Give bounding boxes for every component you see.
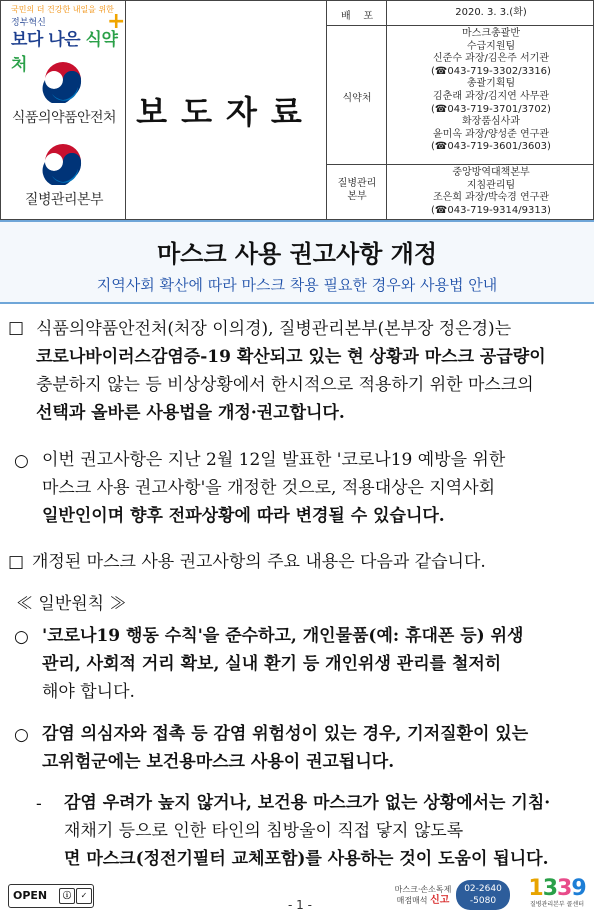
contact-line: 총괄기획팀	[466, 78, 516, 90]
press-release-title: 보도자료	[136, 93, 316, 131]
dash-bullet: -	[36, 794, 42, 814]
kcdc-hotline-logo	[520, 876, 594, 908]
kcdc-contact-list	[388, 167, 594, 217]
headline-banner	[0, 220, 594, 304]
contact-line: 화장품심사과	[462, 116, 520, 128]
contact-line: (☎043-719-3302/3316)	[431, 65, 551, 77]
paragraph-revision-note	[42, 446, 592, 530]
hotline-digit: 3	[542, 876, 557, 901]
press-header-table	[0, 0, 594, 220]
divider	[326, 25, 594, 26]
phone-line: 02-2640	[464, 884, 502, 894]
contact-line: 조은희 과장/박숙경 연구관	[433, 192, 549, 204]
paragraph-high-risk-mask	[42, 720, 592, 776]
slogan-small: 국민의 더 건강한 내일을 위한	[11, 5, 114, 14]
contact-line: 마스크총괄반	[462, 28, 520, 39]
text-line: 관리, 사회적 거리 확보, 실내 환기 등 개인위생 관리를 철저히	[42, 654, 502, 674]
slogan-main-highlight: 식약처	[11, 30, 118, 75]
box-bullet: □	[8, 552, 25, 572]
divider	[326, 1, 327, 219]
phone-line: -5080	[469, 896, 497, 906]
contact-line: (☎043-719-3601/3603)	[431, 141, 551, 153]
mfds-contact-label: 식약처	[342, 93, 372, 104]
distribution-label: 배 포	[340, 11, 374, 22]
text-line: 고위험군에는 보건용마스크 사용이 권고됩니다.	[42, 752, 395, 772]
contact-line: 김춘래 과장/김지연 사무관	[433, 90, 549, 102]
circle-bullet: ○	[14, 451, 29, 471]
headline-title: 마스크 사용 권고사항 개정	[156, 240, 438, 268]
org-name-kcdc: 질병관리본부	[24, 192, 104, 208]
open-label: OPEN	[13, 889, 48, 902]
text-line: 감염 우려가 높지 않거나, 보건용 마스크가 없는 상황에서는 기침·	[64, 793, 551, 813]
text-line: 면 마스크(정전기필터 교체포함)를 사용하는 것이 도움이 됩니다.	[64, 849, 549, 869]
slogan-label: 정부혁신	[11, 18, 46, 28]
text-line: 충분하지 않는 등 비상상황에서 한시적으로 적용하기 위한 마스크의	[36, 375, 534, 395]
logo-panel	[1, 1, 125, 219]
hotline-number	[520, 876, 594, 901]
paragraph-intro	[36, 315, 592, 427]
text-line: 감염 의심자와 접촉 등 감염 위험성이 있는 경우, 기저질환이 있는	[42, 724, 529, 744]
contact-line: (☎043-719-9314/9313)	[431, 204, 551, 216]
kcdc-label-line: 본부	[347, 191, 367, 202]
plus-icon: +	[107, 9, 126, 34]
text-line: '코로나19 행동 수칙'을 준수하고, 개인물품(예: 휴대폰 등) 위생	[42, 626, 524, 646]
text-line: 재채기 등으로 인한 타인의 침방울이 직접 닿지 않도록	[64, 821, 464, 841]
contact-line: (☎043-719-3701/3702)	[431, 103, 551, 115]
text-line: 해야 합니다.	[42, 682, 135, 702]
hotline-digit: 3	[557, 876, 572, 901]
paragraph-summary-intro: 개정된 마스크 사용 권고사항의 주요 내용은 다음과 같습니다.	[32, 552, 486, 572]
contact-line: 윤미옥 과장/양성준 연구관	[433, 128, 549, 140]
report-line: 마스크·손소독제	[394, 885, 452, 894]
text-line: 일반인이며 향후 전파상황에 따라 변경될 수 있습니다.	[42, 506, 445, 526]
page-number: - 1 -	[288, 898, 312, 912]
circle-bullet: ○	[14, 725, 29, 745]
report-line-emphasis: 신고	[430, 895, 450, 906]
text-line: 선택과 올바른 사용법을 개정·권고합니다.	[36, 403, 345, 423]
text-line: 이번 권고사항은 지난 2월 12일 발표한 '코로나19 예방을 위한	[42, 450, 506, 470]
hotline-digit: 9	[571, 876, 586, 901]
report-line-text: 매점매석	[396, 896, 431, 905]
section-heading-general-principles: ≪ 일반원칙 ≫	[16, 594, 127, 614]
distribution-date: 2020. 3. 3.(화)	[455, 7, 527, 18]
mfds-contact-list	[388, 28, 594, 154]
hotline-label: 질병관리본부 콜센터	[529, 901, 585, 908]
report-phone-badge	[456, 880, 510, 910]
cc-attribution-icon: ⓘ	[59, 888, 75, 904]
paragraph-hygiene-rules	[42, 622, 592, 706]
contact-line: 신준수 과장/김은주 서기관	[433, 53, 549, 65]
government-emblem-icon	[42, 143, 84, 185]
contact-line: 수급지원팀	[466, 40, 516, 52]
paragraph-cotton-mask	[64, 789, 592, 873]
divider	[386, 1, 387, 219]
circle-bullet: ○	[14, 627, 29, 647]
kcdc-label-line: 질병관리	[337, 178, 377, 189]
report-hotline-label	[388, 884, 458, 906]
hotline-digit: 1	[528, 876, 543, 901]
headline-subtitle: 지역사회 확산에 따라 마스크 착용 필요한 경우와 사용법 안내	[96, 276, 498, 294]
text-line: 마스크 사용 권고사항'을 개정한 것으로, 적용대상은 지역사회	[42, 478, 496, 498]
text-line: 코로나바이러스감염증-19 확산되고 있는 현 상황과 마스크 공급량이	[36, 347, 546, 367]
text-line: 식품의약품안전처(처장 이의경), 질병관리본부(본부장 정은경)는	[36, 319, 512, 339]
contact-line: 지침관리팀	[466, 179, 516, 191]
contact-line: 중앙방역대책본부	[452, 167, 530, 178]
report-line	[388, 895, 458, 906]
divider	[326, 164, 594, 165]
cc-license-icon: ✓	[76, 888, 92, 904]
box-bullet: □	[8, 318, 25, 338]
slogan-main-prefix: 보다 나은	[11, 30, 86, 50]
org-name-mfds: 식품의약품안전처	[11, 110, 117, 126]
kcdc-contact-label	[328, 177, 386, 203]
government-emblem-icon	[42, 61, 84, 103]
